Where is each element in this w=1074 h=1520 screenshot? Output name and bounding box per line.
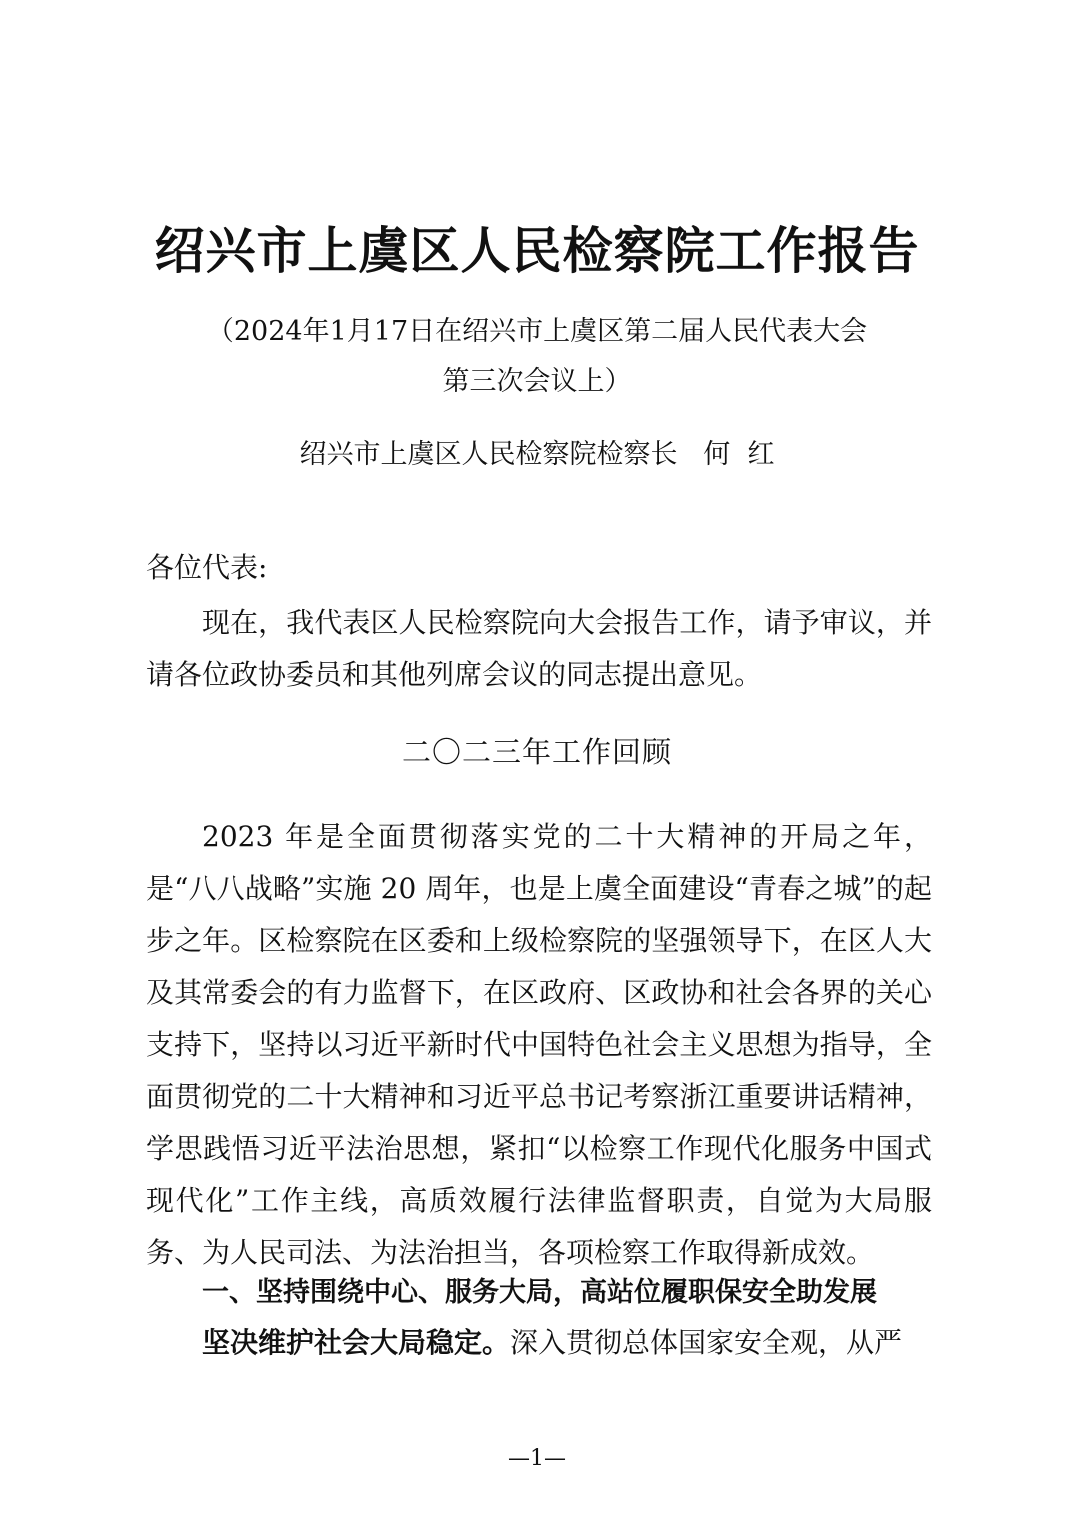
report-author: 绍兴市上虞区人民检察院检察长 何 红 bbox=[299, 439, 775, 470]
last-paragraph-lead: 坚决维护社会大局稳定。 bbox=[202, 1326, 511, 1359]
heading-one: 一、坚持围绕中心、服务大局，高站位履职保安全助发展 bbox=[202, 1277, 877, 1308]
last-paragraph-text: 深入贯彻总体国家安全观，从严 bbox=[510, 1326, 903, 1359]
review-paragraph: 2023 年是全面贯彻落实党的二十大精神的开局之年，是“八八战略”实施 20 周年，也是上虞全面建设“青春之城”的起步之年。区检察院在区委和上级检察院的坚强领导下，在区人大及其常委会的有力监督下，在区政府、区政协和社会各界的关心支持下，坚持以习近平新时代中国特色社会主义思想为指导，全面贯彻党的二十大精神和习近平总书记考察浙江重要讲话精神，学思践悟习近平法治思想，紧扣“以检察工作现代化服务中国式现代化”工作主线，高质效履行法律监督职责，自觉为大局服务、为人民司法、为法治担当，各项检察工作取得新成效。 bbox=[146, 820, 932, 1269]
report-title: 绍兴市上虞区人民检察院工作报告 bbox=[154, 221, 920, 280]
last-paragraph bbox=[202, 1320, 902, 1366]
section-heading: 二〇二三年工作回顾 bbox=[401, 735, 672, 769]
report-subtitle-line-1: （2024年1月17日在绍兴市上虞区第二届人民代表大会 bbox=[206, 316, 868, 347]
salutation: 各位代表: bbox=[146, 551, 268, 584]
intro-paragraph: 现在，我代表区人民检察院向大会报告工作，请予审议，并请各位政协委员和其他列席会议的同志提出意见。 bbox=[146, 606, 932, 691]
page-number: —1— bbox=[508, 1446, 566, 1471]
report-subtitle-line-2: 第三次会议上） bbox=[442, 366, 632, 397]
